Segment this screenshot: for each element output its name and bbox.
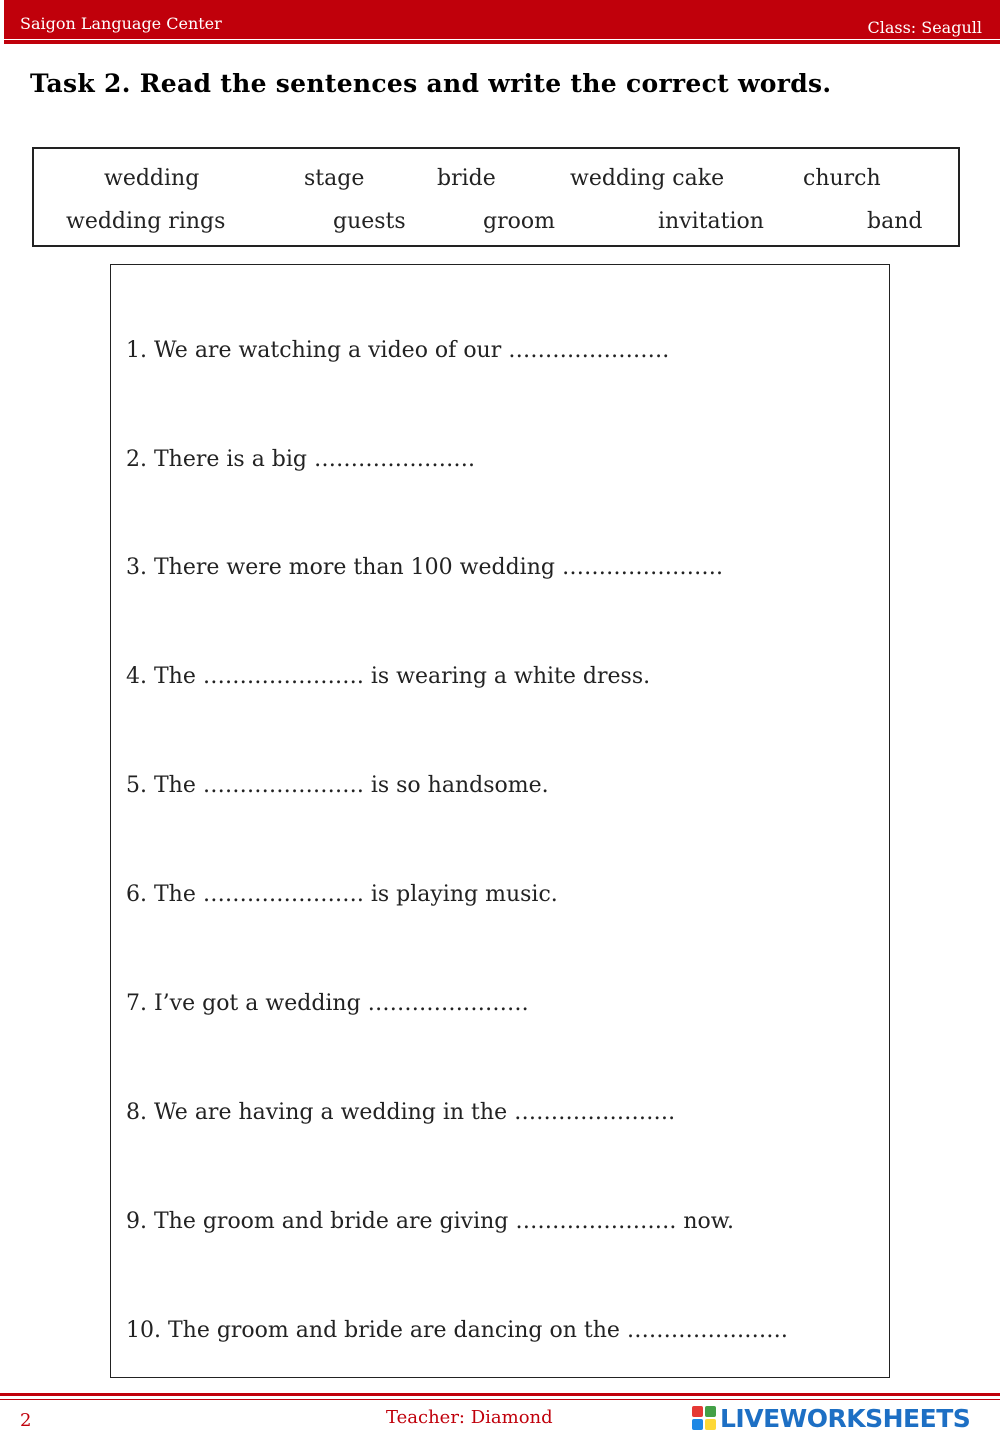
word-bank-item: invitation: [658, 209, 764, 234]
liveworksheets-logo-icon: [692, 1406, 716, 1430]
page-number: 2: [20, 1410, 32, 1431]
sentence-item: 6. The …………………. is playing music.: [126, 882, 558, 907]
sentence-item: 7. I’ve got a wedding ………………….: [126, 991, 529, 1016]
word-bank-item: band: [867, 209, 923, 234]
footer-rule: [0, 1393, 1000, 1396]
brand-logo[interactable]: [692, 1403, 970, 1433]
word-bank-item: groom: [483, 209, 555, 234]
header-band: [4, 0, 1000, 39]
teacher-name: Teacher: Diamond: [386, 1407, 553, 1428]
sentence-item: 4. The …………………. is wearing a white dress.: [126, 664, 651, 689]
word-bank-item: wedding rings: [66, 209, 226, 234]
footer-rule-thin: [0, 1399, 1000, 1400]
sentence-item: 8. We are having a wedding in the ………………….: [126, 1100, 676, 1125]
sentence-item: 9. The groom and bride are giving …………………. now.: [126, 1209, 734, 1234]
sentence-item: 10. The groom and bride are dancing on the ………………….: [126, 1318, 788, 1343]
brand-text: LIVEWORKSHEETS: [720, 1403, 971, 1433]
class-label: Class: Seagull: [867, 18, 982, 37]
sentence-item: 1. We are watching a video of our ………………….: [126, 338, 670, 363]
sentence-item: 3. There were more than 100 wedding ………………….: [126, 555, 723, 580]
word-bank: [32, 147, 960, 247]
word-bank-item: church: [803, 166, 881, 191]
word-bank-item: wedding: [104, 166, 200, 191]
sentence-box: [110, 264, 890, 1378]
task-title: Task 2. Read the sentences and write the correct words.: [30, 69, 832, 98]
word-bank-item: stage: [304, 166, 365, 191]
sentence-item: 5. The …………………. is so handsome.: [126, 773, 549, 798]
word-bank-item: bride: [437, 166, 496, 191]
sentence-item: 2. There is a big ………………….: [126, 447, 475, 472]
header-rule: [4, 40, 1000, 44]
word-bank-item: wedding cake: [570, 166, 725, 191]
word-bank-item: guests: [333, 209, 406, 234]
center-name: Saigon Language Center: [20, 14, 222, 33]
